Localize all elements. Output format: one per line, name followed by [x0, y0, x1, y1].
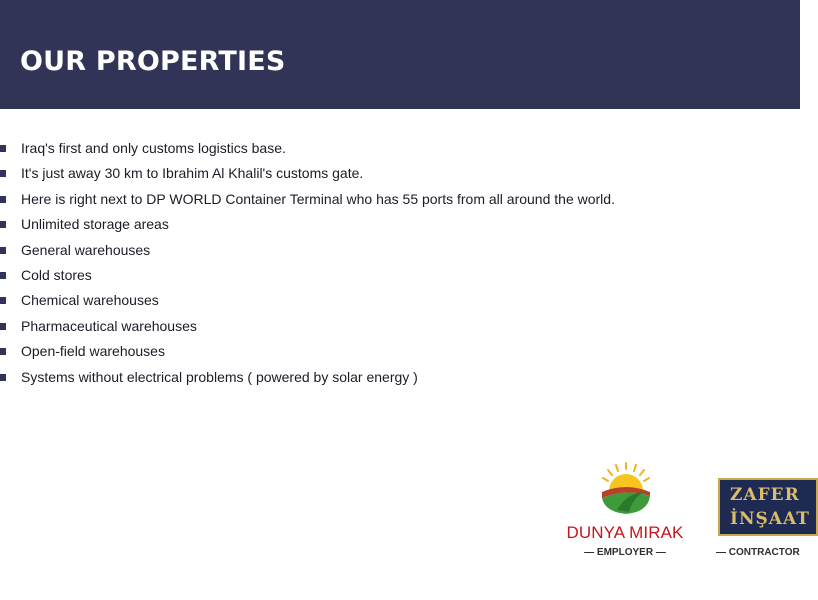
sun-field-emblem-icon — [599, 460, 653, 518]
contractor-logo — [714, 477, 810, 565]
list-item — [0, 238, 780, 263]
bullet-square-icon — [0, 170, 6, 177]
list-item-text: It's just away 30 km to Ibrahim Al Khalil's customs gate. — [21, 165, 364, 182]
list-item — [0, 187, 780, 212]
contractor-badge — [718, 478, 818, 536]
list-item-text: Iraq's first and only customs logistics base. — [21, 140, 286, 156]
list-item-text: Unlimited storage areas — [21, 216, 169, 233]
bullet-square-icon — [0, 297, 6, 304]
list-item-text: Systems without electrical problems ( powered by solar energy ) — [21, 368, 418, 385]
list-item — [0, 339, 780, 364]
employer-logo — [556, 460, 694, 564]
page-title: OUR PROPERTIES — [20, 46, 286, 77]
list-item-text: Cold stores — [21, 266, 92, 283]
bullet-square-icon — [0, 196, 6, 203]
employer-role: — EMPLOYER — — [584, 547, 666, 558]
properties-list — [0, 136, 780, 390]
list-item — [0, 365, 780, 390]
list-item-text: Here is right next to DP WORLD Container Terminal who has 55 ports from all around the world. — [21, 190, 615, 207]
employer-name: DUNYA MIRAK — [566, 523, 684, 542]
list-item — [0, 288, 780, 313]
bullet-square-icon — [0, 272, 6, 279]
list-item-text: Pharmaceutical warehouses — [21, 317, 197, 334]
list-item-text: Open-field warehouses — [21, 343, 165, 360]
bullet-square-icon — [0, 374, 6, 381]
list-item — [0, 314, 780, 339]
bullet-square-icon — [0, 221, 6, 228]
bullet-square-icon — [0, 247, 6, 254]
contractor-name-line2: İNŞAAT — [730, 509, 810, 529]
header-bar — [0, 0, 800, 109]
bullet-square-icon — [0, 323, 6, 330]
contractor-role: — CONTRACTOR — [716, 547, 800, 558]
list-item — [0, 212, 780, 237]
bullet-square-icon — [0, 145, 6, 152]
contractor-name-line1: ZAFER — [730, 485, 800, 505]
list-item — [0, 161, 780, 186]
bullet-square-icon — [0, 348, 6, 355]
list-item-text: Chemical warehouses — [21, 292, 159, 309]
list-item — [0, 136, 780, 161]
list-item-text: General warehouses — [21, 241, 151, 258]
list-item — [0, 263, 780, 288]
